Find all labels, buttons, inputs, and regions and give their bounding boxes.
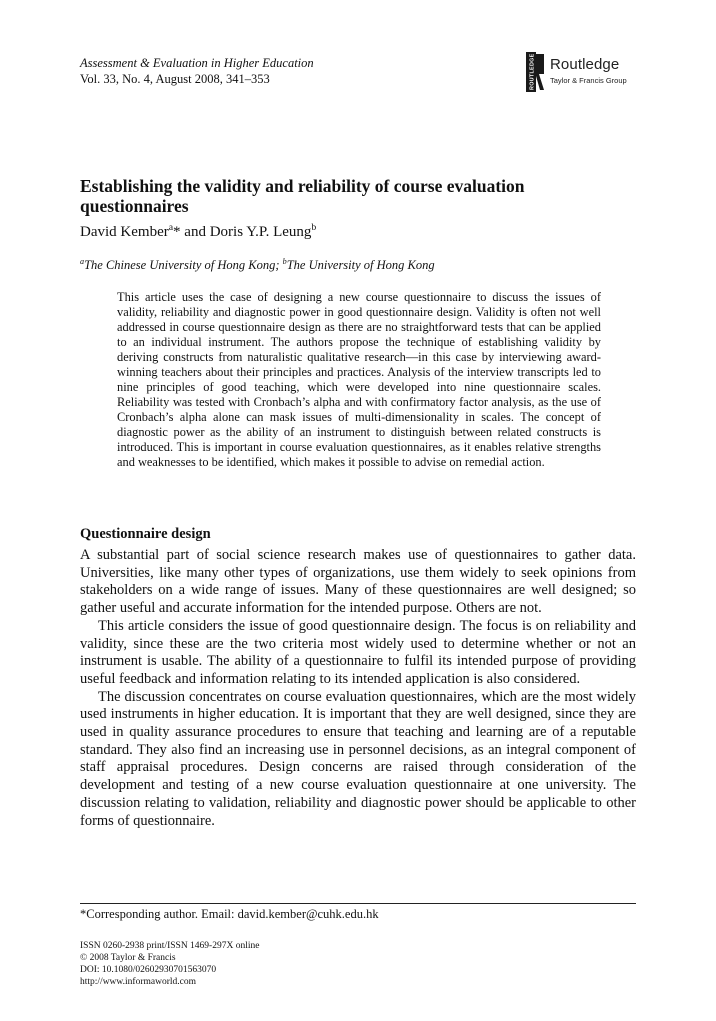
doi-line: DOI: 10.1080/02602930701563070 xyxy=(80,965,217,975)
footnote-corresponding-author: *Corresponding author. Email: david.kember@cuhk.edu.hk xyxy=(80,907,379,921)
website-link[interactable]: http://www.informaworld.com xyxy=(80,977,197,987)
journal-name: Assessment & Evaluation in Higher Education xyxy=(80,56,314,70)
article-title: Establishing the validity and reliability of course evaluation questionnaires xyxy=(80,176,525,216)
section-heading: Questionnaire design xyxy=(80,526,211,542)
affiliation-a: The Chinese University of Hong Kong; xyxy=(84,258,283,272)
journal-header xyxy=(80,55,314,87)
affiliation-marker: b xyxy=(282,256,287,266)
author-name: Doris Y.P. Leung xyxy=(209,224,312,240)
routledge-logo-icon xyxy=(526,52,544,92)
publication-info xyxy=(80,940,259,988)
publisher-name: Routledge xyxy=(550,56,620,73)
footnote-divider xyxy=(80,903,636,904)
body-text xyxy=(80,547,636,830)
author-name: David Kember xyxy=(80,224,169,240)
issn-line: ISSN 0260-2938 print/ISSN 1469-297X online xyxy=(80,941,260,951)
affiliations xyxy=(80,258,435,273)
volume-line: Vol. 33, No. 4, August 2008, 341–353 xyxy=(80,72,270,86)
logo-spine-text: ROUTLEDGE xyxy=(529,53,536,90)
body-paragraph: The discussion concentrates on course evaluation questionnaires, which are the most widely used instruments in higher education. It is important that they are well designed, since they are used in quality assurance procedures to ensure that teaching and learning are of a reputable standard. They also find an increasing use in personnel decisions, as an integral component of staff appraisal procedures. Design concerns are raised through consideration of the development and testing of a new course evaluation questionnaire at one university. The discussion relating to validation, reliability and diagnostic power should be applicable to other forms of questionnaire. xyxy=(80,688,636,829)
affiliation-marker: b xyxy=(311,222,317,233)
body-paragraph: A substantial part of social science research makes use of questionnaires to gather data. Universities, like many other types of organizations, use them widely to seek opinions from stakeholders on a wide range of issues. Many of these questionnaires are well designed; so gather useful and accurate information for the intended purpose. Others are not. xyxy=(80,547,636,617)
author-conjunction: and xyxy=(180,224,210,240)
affiliation-marker: a xyxy=(168,222,174,233)
copyright-line: © 2008 Taylor & Francis xyxy=(80,953,176,963)
publisher-group: Taylor & Francis Group xyxy=(550,76,627,85)
body-paragraph: This article considers the issue of good questionnaire design. The focus is on reliability and validity, since these are the two criteria most widely used to determine whether or not an instrument is usable. The ability of a questionnaire to fulfil its intended purpose of providing useful feedback and information relating to its intended application is also considered. xyxy=(80,617,636,687)
publisher-logo xyxy=(526,52,676,92)
corresponding-mark: * xyxy=(173,224,181,240)
abstract: This article uses the case of designing a new course questionnaire to discuss the issues of validity, reliability and diagnostic power in good questionnaire design. Validity is often not well addressed in course questionnaire design as there are no straightforward tests that can be applied to an individual instrument. The authors propose the technique of establishing validity by deriving constructs from naturalistic qualitative research—in this case by interviewing award-winning teachers about their principles and practices. Analysis of the interview transcripts led to nine principles of good teaching, which were developed into nine questionnaire scales. Reliability was tested with Cronbach’s alpha and with confirmatory factor analysis, as the use of Cronbach’s alpha alone can mask issues of multi-dimensionality in scales. The concept of diagnostic power as the ability of an instrument to distinguish between related constructs is introduced. This is important in course evaluation questionnaires, as it enables relative strengths and weaknesses to be identified, which makes it possible to advise on remedial action. xyxy=(117,290,601,469)
author-line xyxy=(80,224,316,241)
affiliation-b: The University of Hong Kong xyxy=(286,258,435,272)
affiliation-marker: a xyxy=(80,256,85,266)
